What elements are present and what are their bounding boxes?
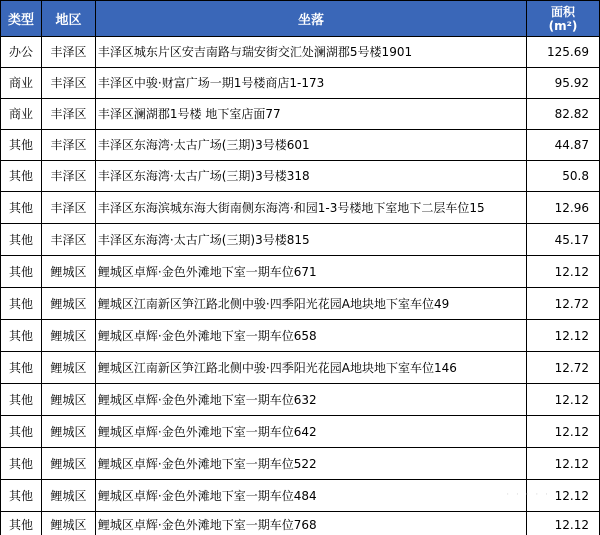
cell-size: 95.92 xyxy=(527,68,600,99)
cell-type: 其他 xyxy=(1,352,42,384)
cell-type: 其他 xyxy=(1,320,42,352)
cell-size: 82.82 xyxy=(527,99,600,130)
cell-size: 12.12 xyxy=(527,320,600,352)
cell-type: 其他 xyxy=(1,130,42,161)
cell-area: 鲤城区 xyxy=(41,320,95,352)
cell-location: 鲤城区卓辉·金色外滩地下室一期车位484 xyxy=(95,480,526,512)
cell-area: 鲤城区 xyxy=(41,352,95,384)
cell-type: 其他 xyxy=(1,480,42,512)
cell-area: 丰泽区 xyxy=(41,192,95,224)
header-row xyxy=(1,1,600,37)
cell-location: 丰泽区东海滨城东海大街南侧东海湾·和园1-3号楼地下室地下二层车位15 xyxy=(95,192,526,224)
cell-size: 12.12 xyxy=(527,512,600,535)
cell-size: 50.8 xyxy=(527,161,600,192)
cell-area: 鲤城区 xyxy=(41,384,95,416)
cell-type: 其他 xyxy=(1,416,42,448)
header-size-label: 面积 xyxy=(551,4,576,19)
table-row xyxy=(1,288,600,320)
cell-type: 其他 xyxy=(1,448,42,480)
table-row xyxy=(1,161,600,192)
cell-type: 其他 xyxy=(1,512,42,535)
cell-type: 其他 xyxy=(1,256,42,288)
table-row xyxy=(1,416,600,448)
cell-location: 丰泽区中骏·财富广场一期1号楼商店1-173 xyxy=(95,68,526,99)
header-area: 地区 xyxy=(41,1,95,37)
cell-area: 丰泽区 xyxy=(41,130,95,161)
cell-area: 丰泽区 xyxy=(41,68,95,99)
cell-type: 其他 xyxy=(1,224,42,256)
header-location: 坐落 xyxy=(95,1,526,37)
table-row xyxy=(1,68,600,99)
cell-area: 鲤城区 xyxy=(41,512,95,535)
table-row xyxy=(1,256,600,288)
table-body xyxy=(1,37,600,535)
cell-location: 鲤城区卓辉·金色外滩地下室一期车位642 xyxy=(95,416,526,448)
cell-type: 其他 xyxy=(1,161,42,192)
cell-type: 其他 xyxy=(1,288,42,320)
header-size xyxy=(527,1,600,37)
cell-location: 丰泽区东海湾·太古广场(三期)3号楼815 xyxy=(95,224,526,256)
table-row xyxy=(1,352,600,384)
cell-area: 丰泽区 xyxy=(41,37,95,68)
cell-location: 鲤城区江南新区笋江路北侧中骏·四季阳光花园A地块地下室车位49 xyxy=(95,288,526,320)
watermark: · · · · · xyxy=(506,490,550,500)
cell-size: 12.72 xyxy=(527,352,600,384)
header-type: 类型 xyxy=(1,1,42,37)
table-row xyxy=(1,320,600,352)
cell-location: 鲤城区江南新区笋江路北侧中骏·四季阳光花园A地块地下室车位146 xyxy=(95,352,526,384)
cell-size: 12.12 xyxy=(527,416,600,448)
header-size-unit: (m²) xyxy=(548,18,578,33)
table-row xyxy=(1,192,600,224)
table-row xyxy=(1,224,600,256)
cell-location: 丰泽区东海湾·太古广场(三期)3号楼601 xyxy=(95,130,526,161)
cell-size: 12.12 xyxy=(527,256,600,288)
table-row xyxy=(1,384,600,416)
table-row xyxy=(1,37,600,68)
cell-location: 丰泽区澜湖郡1号楼 地下室店面77 xyxy=(95,99,526,130)
cell-location: 鲤城区卓辉·金色外滩地下室一期车位632 xyxy=(95,384,526,416)
cell-area: 鲤城区 xyxy=(41,416,95,448)
cell-location: 丰泽区城东片区安吉南路与瑞安街交汇处澜湖郡5号楼1901 xyxy=(95,37,526,68)
table-row xyxy=(1,99,600,130)
cell-location: 鲤城区卓辉·金色外滩地下室一期车位522 xyxy=(95,448,526,480)
cell-area: 鲤城区 xyxy=(41,256,95,288)
cell-size: 125.69 xyxy=(527,37,600,68)
cell-location: 丰泽区东海湾·太古广场(三期)3号楼318 xyxy=(95,161,526,192)
cell-area: 丰泽区 xyxy=(41,99,95,130)
cell-type: 其他 xyxy=(1,384,42,416)
table-row xyxy=(1,512,600,535)
cell-location: 鲤城区卓辉·金色外滩地下室一期车位658 xyxy=(95,320,526,352)
cell-size: 12.12 xyxy=(527,384,600,416)
cell-type: 办公 xyxy=(1,37,42,68)
cell-area: 鲤城区 xyxy=(41,480,95,512)
cell-area: 鲤城区 xyxy=(41,288,95,320)
cell-area: 丰泽区 xyxy=(41,224,95,256)
cell-location: 鲤城区卓辉·金色外滩地下室一期车位671 xyxy=(95,256,526,288)
cell-type: 商业 xyxy=(1,68,42,99)
cell-type: 其他 xyxy=(1,192,42,224)
cell-size: 12.72 xyxy=(527,288,600,320)
table-row xyxy=(1,448,600,480)
cell-size: 45.17 xyxy=(527,224,600,256)
cell-location: 鲤城区卓辉·金色外滩地下室一期车位768 xyxy=(95,512,526,535)
cell-size: 12.12 xyxy=(527,448,600,480)
cell-area: 鲤城区 xyxy=(41,448,95,480)
cell-size: 12.12 xyxy=(527,480,600,512)
cell-size: 44.87 xyxy=(527,130,600,161)
cell-area: 丰泽区 xyxy=(41,161,95,192)
table-header xyxy=(1,1,600,37)
cell-type: 商业 xyxy=(1,99,42,130)
cell-size: 12.96 xyxy=(527,192,600,224)
table-row xyxy=(1,130,600,161)
